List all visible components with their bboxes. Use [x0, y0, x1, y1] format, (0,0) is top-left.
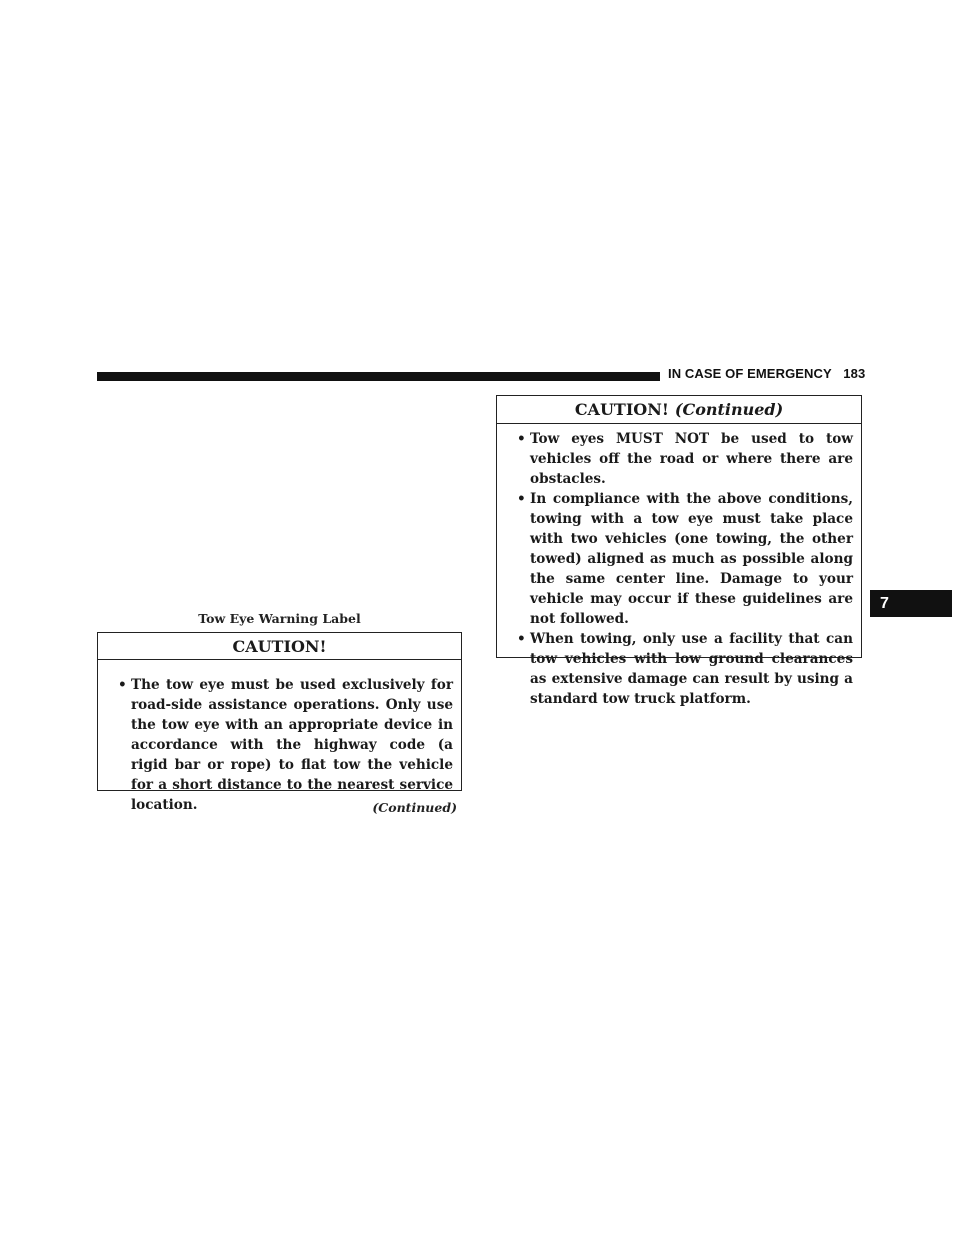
bullet-icon: •: [517, 491, 526, 507]
chapter-tab: [870, 590, 952, 617]
caution-title-text: CAUTION!: [232, 637, 327, 656]
chapter-number: 7: [880, 595, 889, 612]
continued-note: (Continued): [372, 800, 457, 815]
bullet-icon: •: [517, 631, 526, 647]
section-title: IN CASE OF EMERGENCY: [668, 366, 832, 381]
caution-item: [110, 675, 453, 815]
caution-item: [509, 489, 853, 629]
caution-title: [497, 396, 861, 424]
caution-list: [497, 424, 861, 709]
caution-list: [98, 660, 461, 815]
caution-box-continued: [496, 395, 862, 707]
caution-title-text: CAUTION!: [574, 400, 669, 419]
header-rule: [97, 372, 660, 381]
page-number: 183: [843, 366, 866, 381]
caution-item: [509, 429, 853, 489]
caution-item-text: Tow eyes MUST NOT be used to tow vehicles off the road or where there are obstacles.: [530, 431, 853, 487]
bullet-icon: •: [517, 431, 526, 447]
caution-item-text: In compliance with the above conditions, towing with a tow eye must take place with two vehicles (one towing, the other towed) aligned as much as possible along the same center line. Damage to your vehicle may occur if these guidelines are not followed.: [530, 491, 853, 627]
caution-item-text: When towing, only use a facility that can tow vehicles with low ground clearances as extensive damage can result by using a standard tow truck platform.: [530, 631, 853, 707]
figure-caption: Tow Eye Warning Label: [198, 611, 361, 626]
running-header: [668, 366, 865, 381]
caution-title: [98, 633, 461, 660]
caution-title-suffix: (Continued): [674, 400, 784, 419]
caution-item: [509, 629, 853, 709]
bullet-icon: •: [118, 677, 127, 693]
caution-item-text: The tow eye must be used exclusively for road-side assistance operations. Only use the tow eye with an appropriate device in accordance with the highway code (a rigid bar or rope) to flat tow the vehicle for a short distance to the nearest service location.: [131, 677, 453, 813]
